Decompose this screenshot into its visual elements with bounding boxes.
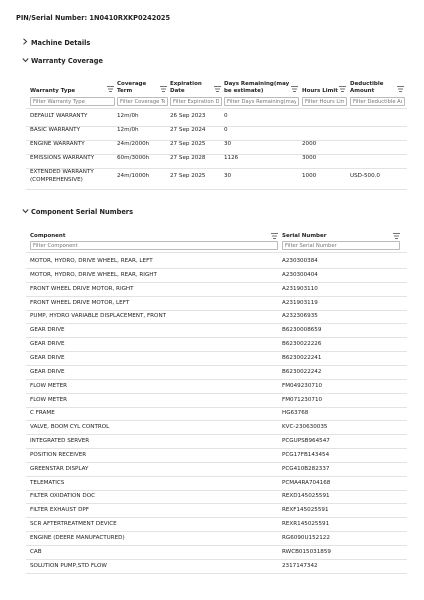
cell-term: 12m/0h (117, 127, 139, 133)
cell-serial: REXF145025591 (282, 507, 329, 514)
column-header-hours[interactable] (302, 81, 338, 95)
sort-icon[interactable] (291, 86, 298, 94)
component-serial-toggle[interactable] (22, 208, 133, 216)
cell-serial: B6230022241 (282, 354, 322, 361)
cell-serial: A232306935 (282, 313, 318, 320)
cell-type-line2: (COMPREHENSIVE) (30, 177, 83, 183)
filter-ded-input[interactable] (350, 97, 405, 106)
sort-icon[interactable] (160, 86, 167, 94)
column-header-days[interactable] (224, 81, 290, 95)
component-serial-label: Component Serial Numbers (31, 208, 133, 216)
cell-exp: 27 Sep 2024 (170, 127, 206, 133)
cell-component: VALVE, BOOM CYL CONTROL (30, 424, 110, 431)
cell-type: ENGINE WARRANTY (30, 141, 85, 147)
filter-type-input[interactable] (30, 97, 115, 106)
row-divider (26, 531, 407, 532)
cell-component: CAB (30, 548, 42, 555)
cell-days: 30 (224, 141, 232, 147)
cell-serial: 2317147342 (282, 562, 318, 569)
cell-type: BASIC WARRANTY (30, 127, 80, 133)
row-divider (26, 282, 407, 283)
cell-component: FRONT WHEEL DRIVE MOTOR, LEFT (30, 299, 130, 306)
cell-exp: 27 Sep 2028 (170, 155, 206, 161)
cell-component: FILTER EXHAUST DPF (30, 507, 89, 514)
warranty-table (26, 80, 407, 190)
cell-serial: A231903110 (282, 285, 318, 292)
cell-component: ENGINE (DEERE MANUFACTURED) (30, 535, 125, 541)
cell-serial: PCGUPSB964547 (282, 438, 330, 445)
cell-serial: FM049230710 (282, 382, 323, 389)
sort-icon[interactable] (271, 233, 278, 241)
row-divider (26, 462, 407, 463)
cell-component: FILTER OXIDATION DOC (30, 493, 96, 500)
cell-serial: RG6090U152122 (282, 535, 330, 541)
cell-days: 30 (224, 173, 232, 179)
cell-serial: RWCB015031859 (282, 548, 331, 555)
row-divider (26, 559, 407, 560)
cell-component: C FRAME (30, 410, 55, 417)
cell-component: FLOW METER (30, 382, 68, 389)
cell-serial: A230300384 (282, 258, 318, 264)
cell-component: GEAR DRIVE (30, 368, 65, 375)
machine-details-toggle[interactable] (22, 38, 90, 47)
cell-component: FRONT WHEEL DRIVE MOTOR, RIGHT (30, 285, 134, 292)
cell-component: PUMP, HYDRO VARIABLE DISPLACEMENT, FRONT (30, 313, 167, 320)
chevron-right-icon (22, 38, 31, 47)
row-divider (26, 545, 407, 546)
cell-component: GEAR DRIVE (30, 354, 65, 361)
warranty-coverage-toggle[interactable] (22, 57, 103, 65)
filter-exp-input[interactable] (170, 97, 222, 106)
cell-component: SCR AFTERTREATMENT DEVICE (30, 521, 117, 528)
cell-hours: 3000 (302, 155, 317, 161)
row-divider (26, 268, 407, 269)
cell-serial: REXR145025591 (282, 521, 330, 528)
cell-serial: HG63768 (282, 410, 309, 417)
cell-component: GEAR DRIVE (30, 327, 65, 334)
cell-ded: USD-500.0 (350, 173, 380, 179)
cell-serial: PCG17FB143454 (282, 451, 330, 458)
header-line1: Deductible (350, 81, 384, 87)
header-line2: Term (117, 88, 133, 94)
header-line2: Hours Limit (302, 88, 338, 94)
column-header-ded[interactable] (350, 81, 396, 95)
filter-serial-input[interactable] (282, 241, 400, 250)
row-divider (26, 503, 407, 504)
row-divider (26, 310, 407, 311)
column-header-type[interactable] (30, 81, 106, 95)
cell-component: GREENSTAR DISPLAY (30, 465, 89, 472)
table-row (26, 127, 407, 140)
header-line1 (30, 81, 106, 88)
sort-icon[interactable] (393, 233, 400, 241)
cell-component: TELEMATICS (30, 479, 65, 486)
cell-serial: PCMA4RA704168 (282, 479, 331, 486)
row-divider (26, 393, 407, 394)
chevron-down-icon (22, 208, 31, 216)
cell-term: 24m/2000h (117, 141, 150, 147)
row-divider (26, 296, 407, 297)
row-divider (26, 337, 407, 338)
cell-type: EXTENDED WARRANTY (30, 169, 94, 175)
cell-type: EMISSIONS WARRANTY (30, 155, 95, 161)
cell-serial: KVC-230630035 (282, 424, 328, 431)
cell-exp: 27 Sep 2025 (170, 173, 206, 179)
cell-hours: 2000 (302, 141, 317, 147)
header-line1 (302, 81, 338, 88)
cell-type: DEFAULT WARRANTY (30, 113, 88, 119)
sort-icon[interactable] (214, 86, 221, 94)
cell-hours: 1000 (302, 173, 317, 179)
row-divider (26, 490, 407, 491)
filter-component-input[interactable] (30, 241, 278, 250)
row-divider (26, 434, 407, 435)
cell-component: FLOW METER (30, 396, 68, 403)
cell-term: 12m/0h (117, 113, 139, 119)
warranty-coverage-label: Warranty Coverage (31, 57, 103, 65)
cell-days: 1126 (224, 155, 239, 161)
cell-component: POSITION RECEIVER (30, 451, 87, 458)
table-row (26, 113, 407, 126)
header-line2: Date (170, 88, 185, 94)
row-divider (26, 323, 407, 324)
column-header-exp[interactable] (170, 81, 213, 95)
filter-term-input[interactable] (117, 97, 168, 106)
cell-component: GEAR DRIVE (30, 341, 65, 348)
header-line2: Amount (350, 88, 375, 94)
sort-icon[interactable] (397, 86, 404, 94)
cell-component: MOTOR, HYDRO, DRIVE WHEEL, REAR, RIGHT (30, 271, 157, 278)
row-divider (26, 476, 407, 477)
cell-serial: REXD145025591 (282, 493, 330, 500)
row-divider (26, 189, 407, 190)
cell-term: 60m/3000h (117, 155, 150, 161)
cell-exp: 27 Sep 2025 (170, 141, 206, 147)
header-line1: Days Remaining(may (224, 81, 290, 87)
table-row (26, 141, 407, 154)
header-line1: Coverage (117, 81, 147, 87)
cell-serial: B6230022226 (282, 341, 322, 348)
table-row (26, 169, 407, 189)
row-divider (26, 573, 407, 574)
filter-days-input[interactable] (224, 97, 299, 106)
cell-component: SOLUTION PUMP,STD FLOW (30, 562, 107, 569)
cell-exp: 26 Sep 2023 (170, 113, 206, 119)
cell-serial: PCG410B282337 (282, 465, 330, 472)
table-row (26, 155, 407, 168)
header-divider (26, 252, 407, 253)
row-divider (26, 379, 407, 380)
cell-days: 0 (224, 113, 228, 119)
column-header-serial[interactable]: Serial Number (282, 233, 327, 239)
column-header-term[interactable] (117, 81, 159, 95)
cell-term: 24m/1000h (117, 173, 150, 179)
component-serial-table (26, 230, 407, 580)
header-line2: be estimate) (224, 88, 264, 94)
cell-serial: A230300404 (282, 271, 318, 278)
chevron-down-icon (22, 57, 31, 65)
cell-component: MOTOR, HYDRO, DRIVE WHEEL, REAR, LEFT (30, 258, 153, 264)
row-divider (26, 517, 407, 518)
column-header-component[interactable]: Component (30, 233, 66, 239)
header-divider (26, 108, 407, 109)
filter-hours-input[interactable] (302, 97, 347, 106)
header-line2: Warranty Type (30, 88, 76, 94)
row-divider (26, 407, 407, 408)
sort-icon[interactable] (339, 86, 346, 94)
pin-serial-title: PIN/Serial Number: 1N0410RXKP0242025 (16, 14, 171, 22)
cell-serial: A231903119 (282, 299, 318, 306)
row-divider (26, 365, 407, 366)
cell-serial: B6230008659 (282, 327, 322, 334)
row-divider (26, 351, 407, 352)
row-divider (26, 420, 407, 421)
row-divider (26, 448, 407, 449)
cell-serial: FM071230710 (282, 396, 323, 403)
machine-details-label: Machine Details (31, 38, 91, 47)
cell-days: 0 (224, 127, 228, 133)
sort-icon[interactable] (107, 86, 114, 94)
cell-component: INTEGRATED SERVER (30, 438, 90, 445)
header-line1: Expiration (170, 81, 202, 87)
cell-serial: B6230022242 (282, 368, 322, 375)
